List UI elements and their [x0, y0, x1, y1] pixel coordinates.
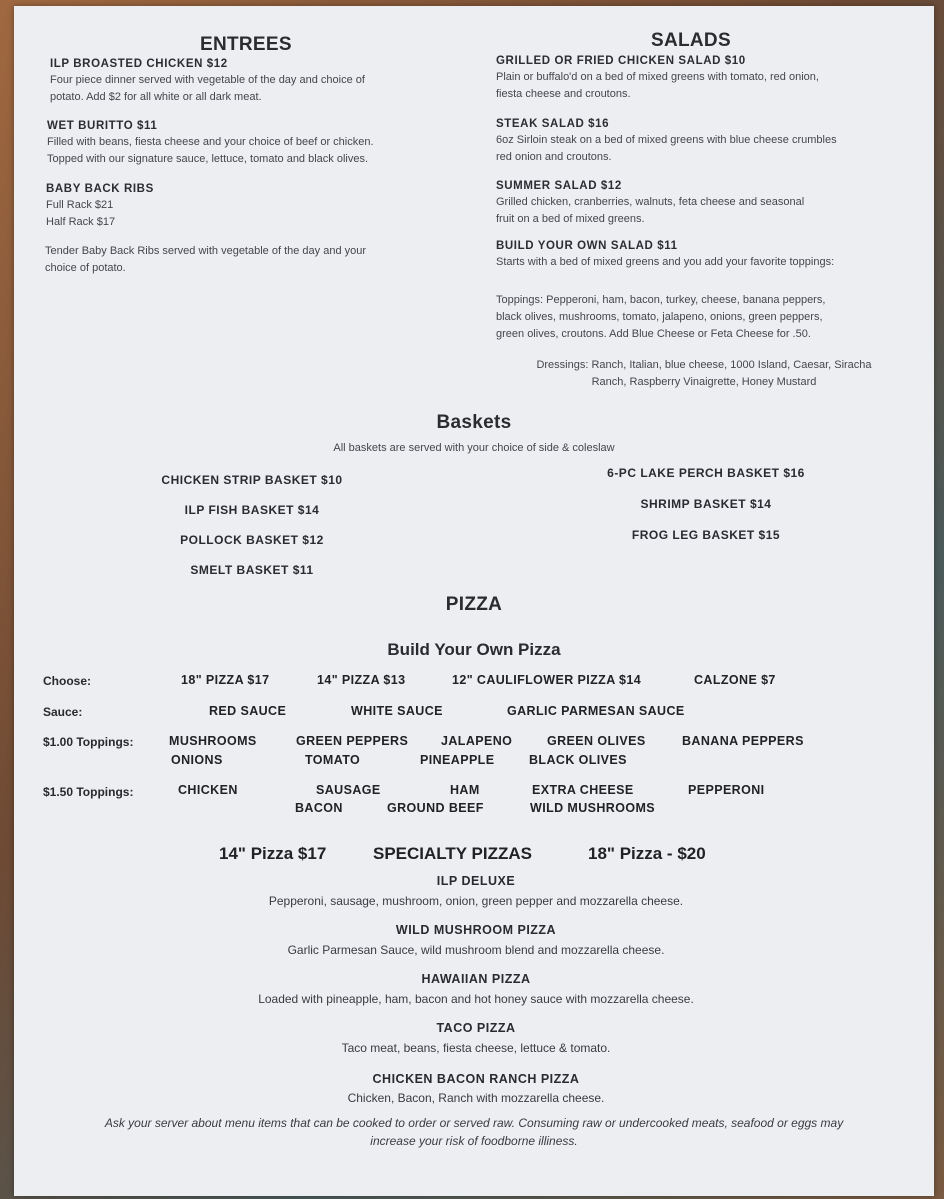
- basket-item: SMELT BASKET $11: [190, 563, 314, 577]
- sauce-option: RED SAUCE: [209, 704, 287, 718]
- topping-option: TOMATO: [305, 753, 361, 767]
- specialty-heading: SPECIALTY PIZZAS: [373, 844, 533, 863]
- topping-option: BLACK OLIVES: [529, 753, 627, 767]
- salad-dressings-line: Ranch, Raspberry Vinaigrette, Honey Mustard: [591, 376, 817, 388]
- topping-option: BACON: [295, 801, 343, 815]
- salad-dressings-line: Dressings: Ranch, Italian, blue cheese, 1000 Island, Caesar, Siracha: [536, 359, 872, 371]
- salad-desc-line: 6oz Sirloin steak on a bed of mixed greens with blue cheese crumbles: [496, 134, 837, 146]
- specialty-desc: Loaded with pineapple, ham, bacon and hot honey sauce with mozzarella cheese.: [258, 992, 694, 1006]
- entree-title: BABY BACK RIBS: [46, 183, 154, 195]
- topping-option: GROUND BEEF: [387, 801, 484, 815]
- salad-item: [496, 55, 916, 103]
- salad-toppings-line: black olives, mushrooms, tomato, jalapeno, onions, green peppers,: [496, 311, 823, 323]
- sauce-option: WHITE SAUCE: [351, 704, 443, 718]
- specialty-price-18: 18" Pizza - $20: [588, 844, 706, 863]
- food-safety-disclaimer: [34, 1114, 914, 1150]
- entree-item: [47, 120, 447, 168]
- topping-option: GREEN OLIVES: [547, 734, 646, 748]
- entree-item: [46, 183, 446, 231]
- specialty-item: [14, 874, 938, 908]
- topping-option: EXTRA CHEESE: [532, 783, 634, 797]
- salad-toppings-line: green olives, croutons. Add Blue Cheese or Feta Cheese for .50.: [496, 328, 811, 340]
- topping-option: HAM: [450, 783, 480, 797]
- basket-item: POLLOCK BASKET $12: [180, 533, 324, 547]
- entree-title: ILP BROASTED CHICKEN $12: [50, 58, 228, 70]
- entree-title: WET BURITTO $11: [47, 120, 158, 132]
- basket-item: ILP FISH BASKET $14: [184, 503, 320, 517]
- topping-option: ONIONS: [171, 753, 223, 767]
- pizza-size-option: 14" PIZZA $13: [317, 673, 406, 687]
- entree-item: [50, 58, 450, 106]
- sauce-option: GARLIC PARMESAN SAUCE: [507, 704, 685, 718]
- specialty-item: [14, 1021, 938, 1055]
- baskets-subtitle: All baskets are served with your choice of side & coleslaw: [333, 442, 615, 454]
- topping-option: MUSHROOMS: [169, 734, 257, 748]
- salad-desc-line: Starts with a bed of mixed greens and you add your favorite toppings:: [496, 256, 835, 268]
- ribs-note-line: choice of potato.: [45, 262, 126, 274]
- pizza-size-option: 18" PIZZA $17: [181, 673, 270, 687]
- entree-desc-line: Half Rack $17: [46, 216, 116, 228]
- specialty-title: CHICKEN BACON RANCH PIZZA: [372, 1072, 580, 1086]
- specialty-title: HAWAIIAN PIZZA: [421, 972, 531, 986]
- salad-desc-line: red onion and croutons.: [496, 151, 612, 163]
- entree-desc-line: potato. Add $2 for all white or all dark meat.: [50, 91, 262, 103]
- salad-desc-line: fiesta cheese and croutons.: [496, 88, 631, 100]
- topping-option: BANANA PEPPERS: [682, 734, 804, 748]
- salad-title: SUMMER SALAD $12: [496, 180, 622, 192]
- salad-item: [496, 180, 916, 228]
- basket-item: CHICKEN STRIP BASKET $10: [161, 473, 343, 487]
- topping-option: GREEN PEPPERS: [296, 734, 409, 748]
- build-your-own-heading: Build Your Own Pizza: [387, 640, 561, 659]
- specialty-title: WILD MUSHROOM PIZZA: [395, 923, 557, 937]
- entree-desc-line: Four piece dinner served with vegetable of the day and choice of: [50, 74, 365, 86]
- pizza-heading: PIZZA: [445, 594, 503, 615]
- salad-item: [496, 118, 916, 166]
- topping-150-label: $1.50 Toppings:: [43, 785, 134, 799]
- salad-item: [496, 240, 916, 271]
- specialty-item: [14, 923, 938, 957]
- choose-label: Choose:: [43, 674, 91, 688]
- disclaimer-line: Ask your server about menu items that can be cooked to order or served raw. Consuming raw or undercooked meats, seafood or eggs may: [104, 1116, 844, 1130]
- salad-desc-line: Grilled chicken, cranberries, walnuts, feta cheese and seasonal: [496, 196, 805, 208]
- menu-page: [14, 6, 934, 1196]
- specialty-desc: Pepperoni, sausage, mushroom, onion, green pepper and mozzarella cheese.: [268, 894, 684, 908]
- specialty-desc: Garlic Parmesan Sauce, wild mushroom blend and mozzarella cheese.: [287, 943, 665, 957]
- pizza-size-option: 12" CAULIFLOWER PIZZA $14: [452, 673, 642, 687]
- specialty-price-14: 14" Pizza $17: [219, 844, 327, 863]
- ribs-note: [45, 243, 445, 277]
- topping-option: PINEAPPLE: [420, 753, 495, 767]
- ribs-note-line: Tender Baby Back Ribs served with vegetable of the day and your: [45, 245, 367, 257]
- specialty-title: ILP DELUXE: [436, 874, 516, 888]
- basket-item: SHRIMP BASKET $14: [640, 497, 772, 511]
- pizza-size-option: CALZONE $7: [694, 673, 776, 687]
- specialty-item: [14, 972, 938, 1006]
- salad-toppings-line: Toppings: Pepperoni, ham, bacon, turkey, cheese, banana peppers,: [496, 294, 826, 306]
- disclaimer-line: increase your risk of foodborne illiness.: [370, 1134, 578, 1148]
- salad-desc-line: fruit on a bed of mixed greens.: [496, 213, 645, 225]
- specialty-title: TACO PIZZA: [436, 1021, 516, 1035]
- salad-title: STEAK SALAD $16: [496, 118, 610, 130]
- baskets-heading: Baskets: [436, 412, 512, 433]
- entree-desc-line: Filled with beans, fiesta cheese and your choice of beef or chicken.: [47, 136, 374, 148]
- entree-desc-line: Topped with our signature sauce, lettuce, tomato and black olives.: [47, 153, 369, 165]
- entrees-heading: ENTREES: [200, 34, 292, 55]
- salad-desc-line: Plain or buffalo'd on a bed of mixed greens with tomato, red onion,: [496, 71, 819, 83]
- basket-item: FROG LEG BASKET $15: [631, 528, 781, 542]
- salad-title: BUILD YOUR OWN SALAD $11: [496, 240, 678, 252]
- topping-100-label: $1.00 Toppings:: [43, 735, 134, 749]
- specialty-desc: Chicken, Bacon, Ranch with mozzarella cheese.: [347, 1091, 605, 1105]
- topping-option: PEPPERONI: [688, 783, 765, 797]
- topping-option: WILD MUSHROOMS: [530, 801, 656, 815]
- salad-toppings: [496, 292, 916, 343]
- entree-desc-line: Full Rack $21: [46, 199, 114, 211]
- salad-dressings: [504, 357, 904, 391]
- specialty-desc: Taco meat, beans, fiesta cheese, lettuce & tomato.: [341, 1041, 611, 1055]
- topping-option: CHICKEN: [178, 783, 238, 797]
- salad-title: GRILLED OR FRIED CHICKEN SALAD $10: [496, 55, 746, 67]
- sauce-label: Sauce:: [43, 705, 83, 719]
- basket-item: 6-PC LAKE PERCH BASKET $16: [607, 466, 805, 480]
- topping-option: JALAPENO: [441, 734, 513, 748]
- specialty-item: [14, 1072, 938, 1105]
- salads-heading: SALADS: [651, 30, 731, 51]
- topping-option: SAUSAGE: [316, 783, 381, 797]
